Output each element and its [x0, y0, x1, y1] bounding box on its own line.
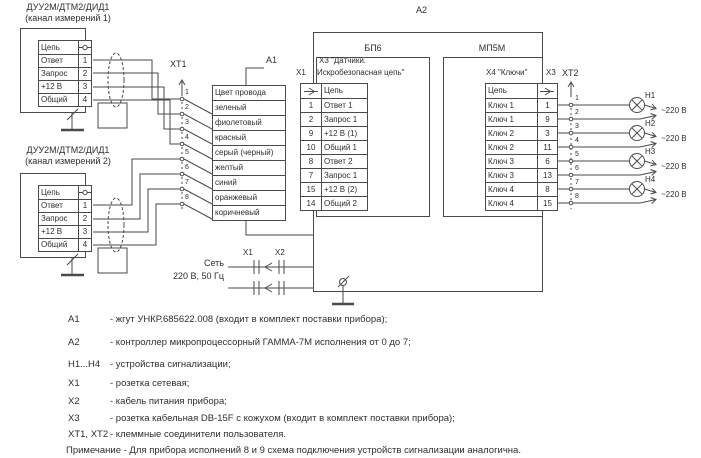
table-row [301, 168, 367, 182]
wire-color-cell: красный [215, 133, 247, 142]
pin-number-cell: 3 [78, 81, 91, 93]
color-header-cell: Цвет провода [215, 88, 266, 97]
signal-name-cell: Запрос [41, 214, 68, 223]
pin-number-cell: 14 [306, 198, 316, 208]
x1-harness-label: X1 [296, 68, 306, 77]
pin-number-cell: 1 [308, 100, 314, 110]
table-row [486, 168, 557, 182]
mains-label-line1: Сеть [203, 258, 224, 268]
legend-desc: - клеммные соединители пользователя. [110, 429, 287, 440]
device2-title: ДУУ2М/ДТМ2/ДИД1 [26, 145, 110, 155]
signal-name-cell: Ключ 4 [488, 184, 514, 194]
signal-name-cell: +12 В (1) [321, 127, 367, 140]
pin-number-cell: 1 [78, 55, 91, 67]
pin-number-cell: 4 [78, 239, 91, 251]
pin-number-cell: 9 [308, 128, 314, 138]
signal-name-cell: Ключ 1 [488, 100, 514, 110]
shield-loop-icon [98, 103, 127, 273]
pin-number-cell: 15 [537, 197, 557, 210]
pin-number-cell: 3 [537, 127, 557, 140]
table-row [213, 100, 285, 115]
signal-name-cell: Общий [41, 95, 68, 104]
xt2-pin-number: 7 [575, 179, 579, 186]
legend-term: X2 [68, 396, 80, 407]
bp6-label: БП6 [364, 43, 382, 53]
xt2-pin-number: 8 [575, 193, 579, 200]
xt1-pin-number: 8 [185, 194, 189, 201]
pin-number-cell: 3 [78, 226, 91, 238]
wire-color-cell: оранжевый [215, 193, 258, 202]
xt2-pin-number: 5 [575, 151, 579, 158]
table-row [39, 93, 91, 106]
signal-name-cell: Ответ 2 [321, 155, 367, 168]
signal-name-cell: Запрос [41, 69, 68, 78]
voltage-label: ~220 В [661, 162, 687, 171]
x1-connector-icon [254, 260, 259, 295]
table-row [39, 199, 91, 212]
pin-number-cell: 13 [537, 169, 557, 182]
voltage-label: ~220 В [661, 134, 687, 143]
signal-name-cell: Ключ 3 [488, 170, 514, 180]
pin-number-cell: 15 [306, 184, 316, 194]
table-header-row [39, 186, 91, 199]
xt2-pin-number: 6 [575, 165, 579, 172]
legend-desc: - жгут УНКР.685622.008 (входит в комплект поставки прибора); [110, 314, 388, 325]
table-row [213, 205, 285, 220]
table-header-row [301, 84, 367, 98]
connector-symbol-cell [78, 41, 91, 54]
signal-name-cell: Запрос 1 [321, 113, 367, 126]
table-header-row [486, 84, 557, 98]
signal-name-cell: Ключ 3 [488, 156, 514, 166]
x1-socket-label: X1 [243, 248, 253, 257]
connector-symbol-cell [301, 84, 321, 98]
mains-label-line2: 220 В, 50 Гц [172, 271, 224, 281]
pin-number-cell: 11 [537, 141, 557, 154]
table-row [213, 175, 285, 190]
wire-color-cell: фиолетовый [215, 118, 262, 127]
table-row [39, 80, 91, 93]
wire-color-cell: зеленый [215, 103, 247, 112]
signal-name-cell: Ключ 4 [488, 198, 514, 208]
legend-desc: - устройства сигнализации; [110, 359, 231, 370]
xt1-pin-number: 3 [185, 119, 189, 126]
table-row [301, 196, 367, 210]
pin-number-cell: 8 [308, 156, 314, 166]
bp6-connector-title-1: X3 "Датчики. [319, 56, 367, 65]
lamp-label: H4 [645, 175, 656, 184]
table-row [213, 130, 285, 145]
table-row [301, 140, 367, 154]
signal-name-cell: Ответ 1 [321, 99, 367, 112]
legend-term: A2 [68, 337, 80, 348]
device2-pin-table [38, 185, 92, 252]
xt1-label: XT1 [170, 59, 187, 69]
legend-desc: - розетка сетевая; [110, 378, 190, 389]
device1-subtitle: (канал измерений 1) [25, 13, 111, 23]
xt2-pin-number: 1 [575, 95, 579, 102]
note-text: Примечание - Для прибора исполнений 8 и 9 схема подключения устройств сигнализации аналогична. [66, 445, 521, 456]
wire-color-cell: синий [215, 178, 237, 187]
table-row [301, 98, 367, 112]
table-row [301, 126, 367, 140]
device1-pin-table [38, 40, 92, 107]
xt2-pin-number: 4 [575, 137, 579, 144]
lamp-label: H3 [645, 147, 656, 156]
pin-number-cell: 7 [308, 170, 314, 180]
signal-name-cell: Ключ 1 [488, 114, 514, 124]
circuit-header-cell: Цепь [41, 187, 60, 197]
table-row [39, 238, 91, 251]
x2-cable-label: X2 [275, 248, 285, 257]
voltage-label: ~220 В [661, 190, 687, 199]
socket-connector-icon [79, 43, 91, 52]
table-header-row [213, 86, 285, 100]
table-row [39, 54, 91, 67]
legend-desc: - розетка кабельная DB-15F с кожухом (входит в комплект поставки прибора); [110, 413, 455, 424]
table-row [486, 182, 557, 196]
table-row [213, 160, 285, 175]
signal-name-cell: Запрос 1 [321, 169, 367, 182]
xt1-pin-number: 5 [185, 149, 189, 156]
mp5m-connector-title: X4 "Ключи" [486, 68, 528, 77]
connector-symbol-cell [78, 186, 91, 199]
circuit-header-cell: Цепь [488, 86, 507, 95]
table-row [486, 126, 557, 140]
wire-color-cell: серый (черный) [215, 148, 274, 157]
mp5m-pin-table [485, 83, 558, 211]
pin-number-cell: 1 [537, 99, 557, 112]
chassis-ground-icon [332, 276, 354, 304]
plug-connector-icon [540, 87, 555, 96]
table-row [39, 67, 91, 80]
circuit-header-cell: Цепь [41, 42, 60, 52]
signal-name-cell: +12 В [41, 82, 63, 91]
connector-symbol-cell [537, 84, 557, 98]
bp6-pin-table [300, 83, 368, 211]
legend-term: X3 [68, 413, 80, 424]
plug-connector-icon [304, 87, 319, 96]
legend-term: X1 [68, 378, 80, 389]
table-row [39, 225, 91, 238]
a1-label: A1 [266, 55, 278, 65]
x3-connector-label: X3 [546, 68, 556, 77]
xt1-pin-number: 4 [185, 134, 189, 141]
table-row [486, 140, 557, 154]
signal-name-cell: Общий [41, 240, 68, 249]
signal-name-cell: Общий 2 [321, 197, 367, 210]
xt1-pin-number: 6 [185, 164, 189, 171]
device2-subtitle: (канал измерений 2) [25, 156, 111, 166]
socket-connector-icon [79, 188, 91, 197]
table-row [301, 182, 367, 196]
signal-name-cell: Ответ [41, 56, 63, 65]
pin-number-cell: 1 [78, 200, 91, 212]
a2-label: А2 [416, 5, 428, 15]
table-row [213, 145, 285, 160]
signal-name-cell: +12 В [41, 227, 63, 236]
wire-color-cell: желтый [215, 163, 244, 172]
voltage-label: ~220 В [661, 106, 687, 115]
table-row [486, 98, 557, 112]
pin-number-cell: 10 [306, 142, 316, 152]
legend-term: XT1, XT2 [68, 429, 109, 440]
table-row [213, 115, 285, 130]
pin-number-cell: 2 [78, 213, 91, 225]
legend-term: A1 [68, 314, 80, 325]
pin-number-cell: 6 [537, 155, 557, 168]
legend-desc: - кабель питания прибора; [110, 396, 227, 407]
table-row [39, 212, 91, 225]
table-row [301, 112, 367, 126]
legend-desc: - контроллер микропроцессорный ГАММА-7М исполнения от 0 до 7; [110, 337, 411, 348]
xt2-pin-number: 2 [575, 109, 579, 116]
table-row [486, 196, 557, 210]
lamp-label: H1 [645, 91, 656, 100]
pin-number-cell: 4 [78, 94, 91, 106]
pin-number-cell: 2 [308, 114, 314, 124]
circuit-header-cell: Цепь [321, 84, 367, 98]
bp6-connector-title-2: Искробезопасная цепь" [317, 68, 405, 77]
wire-color-table [212, 85, 286, 221]
x2-connector-icon [279, 260, 284, 295]
device1-wires [93, 60, 180, 144]
table-header-row [39, 41, 91, 54]
device2-wires [93, 159, 180, 245]
table-row [486, 112, 557, 126]
signal-name-cell: Ответ [41, 201, 63, 210]
signal-name-cell: +12 В (2) [321, 183, 367, 196]
signal-name-cell: Ключ 2 [488, 142, 514, 152]
pin-number-cell: 9 [537, 113, 557, 126]
pin-number-cell: 2 [78, 68, 91, 80]
device1-title: ДУУ2М/ДТМ2/ДИД1 [26, 2, 110, 12]
legend-term: H1...H4 [68, 359, 101, 370]
xt2-pin-number: 3 [575, 123, 579, 130]
table-row [301, 154, 367, 168]
xt1-pin-number: 1 [185, 89, 189, 96]
signal-name-cell: Ключ 2 [488, 128, 514, 138]
wire-color-cell: коричневый [215, 208, 260, 217]
xt2-label: XT2 [562, 68, 579, 78]
lamp-label: H2 [645, 119, 656, 128]
pin-number-cell: 8 [537, 183, 557, 196]
signal-name-cell: Общий 1 [321, 141, 367, 154]
mp5m-label: МП5М [478, 43, 506, 53]
table-row [486, 154, 557, 168]
table-row [213, 190, 285, 205]
xt1-pin-number: 2 [185, 104, 189, 111]
xt1-pin-number: 7 [185, 179, 189, 186]
